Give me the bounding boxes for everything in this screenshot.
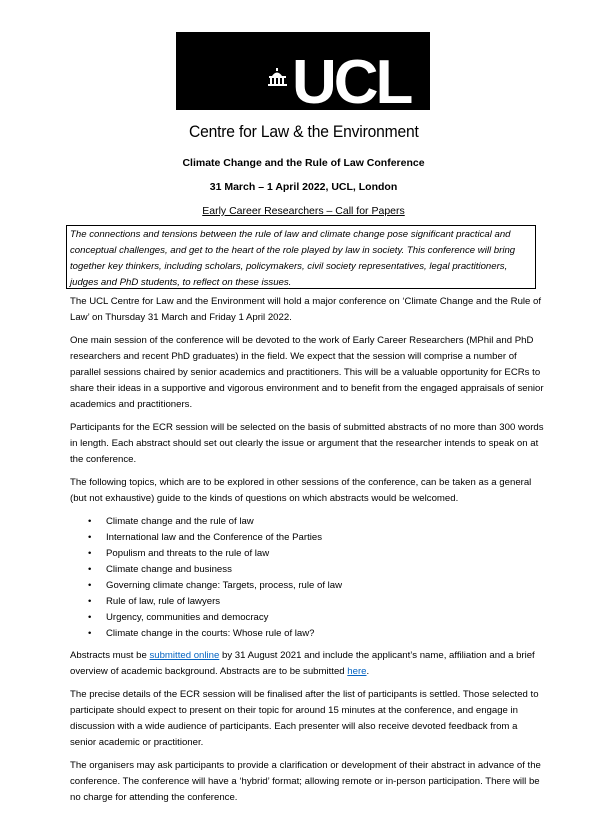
paragraph-submission: Abstracts must be submitted online by 31 August 2021 and include the applicant’s name, affiliation and a brief overview of academic background. Abstracts are to be submitted here. <box>70 650 535 677</box>
paragraph-ecr-session: One main session of the conference will be devoted to the work of Early Career Researchers (MPhil and PhD researchers and recent PhD graduates) in the field. We expect that the session will comprise a number of parallel sessions chaired by senior academics and practitioners. This will be a valuable opportunity for ECRs to share their ideas in a supportive and vigorous environment and to benefit from the engaged appraisals of senior academics and practitioners. <box>70 335 544 410</box>
body-content <box>70 294 545 813</box>
portico-icon <box>266 68 290 86</box>
list-item: • Rule of law, rule of lawyers <box>106 594 545 610</box>
list-item: • Governing climate change: Targets, process, rule of law <box>106 578 545 594</box>
list-item: • Populism and threats to the rule of law <box>106 546 545 562</box>
call-title: Early Career Researchers – Call for Papers <box>202 205 405 217</box>
conference-title: Climate Change and the Rule of Law Conference <box>182 157 425 169</box>
intro-box: The connections and tensions between the rule of law and climate change pose significant practical and conceptual challenges, and get to the heart of the role played by law in society. This conference will bring together key thinkers, including scholars, policymakers, civil society representatives, legal practitioners, judges and PhD students, to reflect on these issues. <box>66 225 536 289</box>
list-item: • Urgency, communities and democracy <box>106 610 545 626</box>
date-location: 31 March – 1 April 2022, UCL, London <box>209 181 398 193</box>
logo-text: UCL <box>292 48 411 117</box>
paragraph-details: The precise details of the ECR session will be finalised after the list of participants is settled. Those selected to participate should expect to present on their topic for around 15 minutes at the conference, and engage in discussion with a wide audience of participants. Each presenter will also receive devoted feedback from a senior academic or practitioner. <box>70 689 539 748</box>
paragraph-format: The organisers may ask participants to provide a clarification or development of their abstract in advance of the conference. The conference will have a ‘hybrid’ format; allowing remote or in-person participation. There will be no charge for attending the conference. <box>70 760 541 803</box>
centre-name: Centre for Law & the Environment <box>188 122 419 141</box>
list-item: • Climate change and the rule of law <box>106 514 545 530</box>
submitted-online-link[interactable]: submitted online <box>149 650 220 661</box>
paragraph-topics-intro: The following topics, which are to be explored in other sessions of the conference, can be taken as a general (but not exhaustive) guide to the kinds of questions on which abstracts would be welcomed. <box>70 477 532 504</box>
paragraph-intro: The UCL Centre for Law and the Environment will hold a major conference on ‘Climate Change and the Rule of Law’ on Thursday 31 March and Friday 1 April 2022. <box>70 296 542 323</box>
list-item: • Climate change in the courts: Whose rule of law? <box>106 626 545 642</box>
ucl-logo <box>176 32 430 117</box>
list-item: • Climate change and business <box>106 562 545 578</box>
list-item: • International law and the Conference of the Parties <box>106 530 545 546</box>
paragraph-selection: Participants for the ECR session will be selected on the basis of submitted abstracts of no more than 300 words in length. Each abstract should set out clearly the issue or argument that the researcher intends to speak on at the conference. <box>70 422 544 465</box>
topics-list <box>70 514 545 642</box>
here-link[interactable]: here <box>347 666 367 677</box>
